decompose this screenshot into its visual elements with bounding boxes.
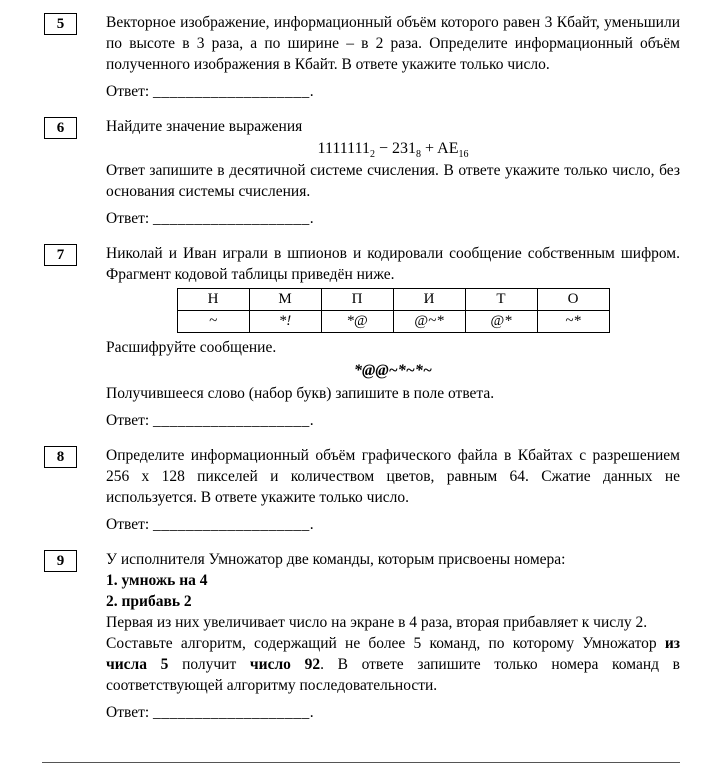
problem-7-answer-row [106, 410, 680, 431]
code-table-letter: Н [177, 289, 249, 311]
problem-5-content [106, 12, 680, 102]
problem-7-number-box: 7 [44, 244, 77, 266]
problem-8-number-box: 8 [44, 446, 77, 468]
code-table-letter: П [321, 289, 393, 311]
task-text: . В ответе запишите только номера команд в соответствующей алгоритму последовательности. [106, 656, 680, 694]
problem-6-text: Ответ запишите в десятичной системе счисления. В ответе укажите только число, без основания системы счисления. [106, 162, 680, 200]
formula-bin-base: 2 [369, 149, 375, 161]
problem-6-number-column [44, 116, 106, 229]
answer-blank: ___________________. [153, 210, 315, 227]
code-table [177, 288, 610, 333]
problem-9-answer-row [106, 702, 680, 723]
problem-6-number-box: 6 [44, 117, 77, 139]
problem-6-content [106, 116, 680, 229]
problem-7-content [106, 243, 680, 431]
problem-5-answer-row [106, 81, 680, 102]
problem-9-description: Первая из них увеличивает число на экране в 4 раза, вторая прибавляет к числу 2. [106, 614, 648, 631]
task-bold-start-number: из числа 5 [106, 635, 680, 673]
formula-hex-number: + AE [421, 140, 459, 157]
code-table-code: @* [465, 311, 537, 333]
answer-label: Ответ: [106, 83, 150, 100]
code-table-code: @~* [393, 311, 465, 333]
problem-7-number-column [44, 243, 106, 431]
problem-6-answer-row [106, 208, 680, 229]
encoded-message: *@@~*~*~ [354, 362, 432, 379]
answer-label: Ответ: [106, 210, 150, 227]
code-table-code: ~ [177, 311, 249, 333]
problem-8-content [106, 445, 680, 535]
problem-6-intro: Найдите значение выражения [106, 118, 303, 135]
problem-7 [44, 243, 680, 431]
problem-7-note: Получившееся слово (набор букв) запишите в поле ответа. [106, 385, 495, 402]
problem-5-number-column [44, 12, 106, 102]
command-2: 2. прибавь 2 [106, 593, 192, 610]
answer-blank: ___________________. [153, 83, 315, 100]
code-table-code-row [177, 311, 609, 333]
problem-9-content [106, 549, 680, 723]
answer-blank: ___________________. [153, 704, 315, 721]
answer-label: Ответ: [106, 516, 150, 533]
page-bottom-divider [42, 762, 680, 763]
answer-label: Ответ: [106, 412, 150, 429]
code-table-letter: И [393, 289, 465, 311]
task-text: Составьте алгоритм, содержащий не более 5 команд, по которому Умножатор [106, 635, 665, 652]
formula-oct-base: 8 [416, 149, 421, 161]
formula-oct-number: − 231 [374, 140, 416, 157]
code-table-code: ~* [537, 311, 609, 333]
answer-blank: ___________________. [153, 412, 315, 429]
problem-7-instruction: Расшифруйте сообщение. [106, 339, 277, 356]
code-table-letter: М [249, 289, 321, 311]
problem-8-number-column [44, 445, 106, 535]
problem-9-intro: У исполнителя Умножатор две команды, которым присвоены номера: [106, 551, 566, 568]
code-table-letter: О [537, 289, 609, 311]
code-table-letter: Т [465, 289, 537, 311]
problem-5-text: Векторное изображение, информационный объём которого равен 3 Кбайт, уменьшили по высоте в 3 раза, а по ширине – в 2 раза. Определите информационный объём полученного изображения в Кбайт. В ответе укажите только число. [106, 14, 680, 73]
problem-8 [44, 445, 680, 535]
formula-bin-number: 1111111 [317, 140, 370, 157]
task-text: получит [168, 656, 250, 673]
task-bold-result-number: число 92 [249, 656, 321, 673]
code-table-code: *! [249, 311, 321, 333]
problem-8-answer-row [106, 514, 680, 535]
problem-5 [44, 12, 680, 102]
problem-9-task [106, 633, 680, 696]
code-table-code: *@ [321, 311, 393, 333]
problem-9-number-box: 9 [44, 550, 77, 572]
formula-hex-base: 16 [458, 149, 469, 161]
answer-blank: ___________________. [153, 516, 315, 533]
problem-6 [44, 116, 680, 229]
problem-9-number-column [44, 549, 106, 723]
command-1: 1. умножь на 4 [106, 572, 208, 589]
answer-label: Ответ: [106, 704, 150, 721]
code-table-header-row [177, 289, 609, 311]
problem-7-text: Николай и Иван играли в шпионов и кодировали сообщение собственным шифром. Фрагмент кодовой таблицы приведён ниже. [106, 245, 680, 283]
problem-8-text: Определите информационный объём графического файла в Кбайтах с разрешением 256 х 128 пикселей и количеством цветов, равным 64. Сжатие данных не используется. В ответе укажите только число. [106, 447, 680, 506]
problem-5-number-box: 5 [44, 13, 77, 35]
expression-formula [106, 138, 680, 159]
problem-9 [44, 549, 680, 723]
